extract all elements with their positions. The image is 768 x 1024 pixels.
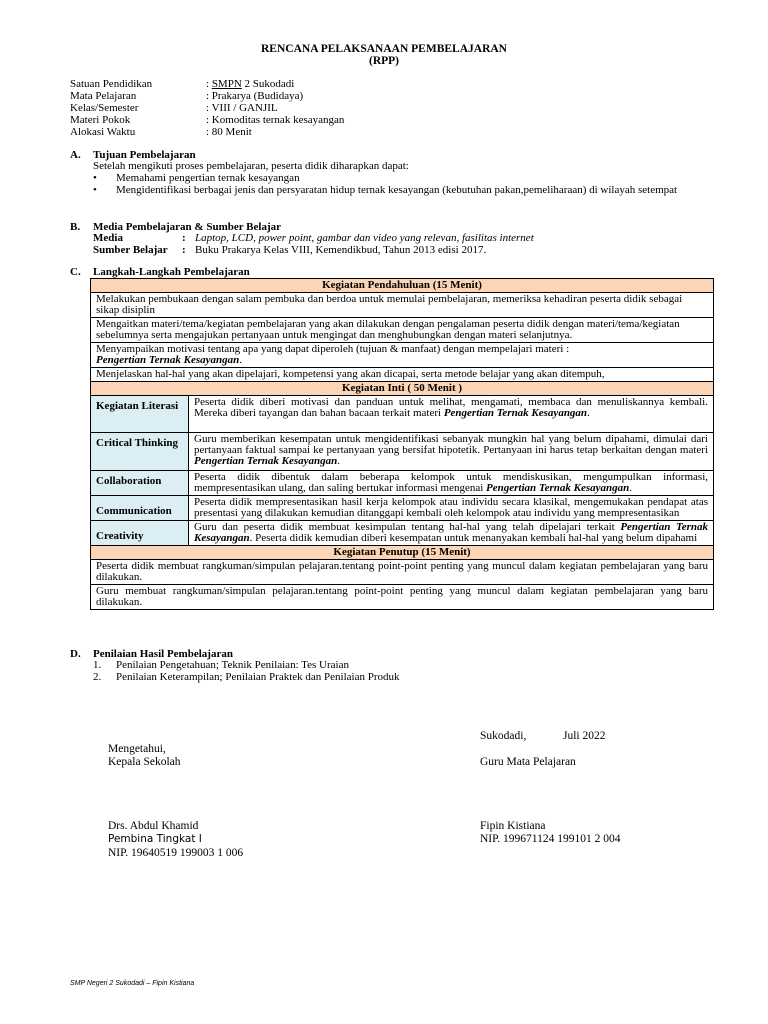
document-subtitle: (RPP) xyxy=(368,55,399,67)
media-value: Laptop, LCD, power point, gambar dan video yang relevan, fasilitas internet xyxy=(195,232,534,244)
activity-description: Guru memberikan kesempatan untuk mengidentifikasi sebanyak mungkin hal yang belum dipahami, dimulai dari pertanyaan faktual sampai ke pertanyaan yang bersifat hipotetik. Pertanyaan ini harus tetap berkaitan dengan materi Pengertian Ternak Kesayangan. xyxy=(189,433,714,471)
media-colon: : xyxy=(182,232,186,244)
teacher-name: Fipin Kistiana xyxy=(480,820,546,832)
identity-value: : 80 Menit xyxy=(206,126,252,138)
identity-label: Materi Pokok xyxy=(70,114,131,126)
teacher-nip: NIP. 199671124 199101 2 004 xyxy=(480,833,621,845)
list-item: 2. Penilaian Keterampilan; Penilaian Praktek dan Penilaian Produk xyxy=(93,671,400,683)
identity-value: : Prakarya (Budidaya) xyxy=(206,90,304,102)
signature-place: Sukodadi, xyxy=(480,730,527,742)
principal-name: Drs. Abdul Khamid xyxy=(108,820,199,832)
identity-row xyxy=(70,114,720,126)
penutup-header: Kegiatan Penutup (15 Menit) xyxy=(91,546,714,560)
activity-description: Peserta didik mempresentasikan hasil kerja kelompok atau individu secara klasikal, mengemukakan pendapat atas presentasi yang dilakukan kemudian ditanggapi kembali oleh kelompok atau individu yang mempresentasikan xyxy=(189,496,714,521)
page-footer: SMP Negeri 2 Sukodadi – Fipin Kistiana xyxy=(70,980,195,987)
activity-label: Kegiatan Literasi xyxy=(91,396,189,433)
section-c-heading: C. Langkah-Langkah Pembelajaran xyxy=(70,266,250,278)
identity-row xyxy=(70,126,720,138)
identity-row xyxy=(70,90,720,102)
principal-nip: NIP. 19640519 199003 1 006 xyxy=(108,847,244,859)
signature-right-role: Guru Mata Pelajaran xyxy=(480,756,576,768)
identity-label: Satuan Pendidikan xyxy=(70,78,153,90)
document-title: RENCANA PELAKSANAAN PEMBELAJARAN xyxy=(261,43,507,55)
section-a-heading: A. Tujuan Pembelajaran xyxy=(70,149,196,161)
identity-label: Kelas/Semester xyxy=(70,102,139,114)
sumber-colon: : xyxy=(182,244,186,256)
inti-header: Kegiatan Inti ( 50 Menit ) xyxy=(91,382,714,396)
section-b-heading: B. Media Pembelajaran & Sumber Belajar xyxy=(70,221,281,233)
identity-value: : VIII / GANJIL xyxy=(206,102,278,114)
activity-label: Critical Thinking xyxy=(91,433,189,471)
activity-description: Peserta didik diberi motivasi dan panduan untuk melihat, mengamati, membaca dan menuliskannya kembali. Mereka diberi tayangan dan bahan bacaan terkait materi Pengertian Ternak Kesayangan. xyxy=(189,396,714,433)
activity-description: Peserta didik dibentuk dalam beberapa kelompok untuk mendiskusikan, mengumpulkan informasi, mempresentasikan ulang, dan saling bertukar informasi mengenai Pengertian Ternak Kesayangan. xyxy=(189,471,714,496)
principal-rank: Pembina Tingkat I xyxy=(108,833,202,845)
activity-label: Collaboration xyxy=(91,471,189,496)
list-item: 1. Penilaian Pengetahuan; Teknik Penilaian: Tes Uraian xyxy=(93,659,349,671)
signature-date: Juli 2022 xyxy=(563,730,606,742)
activity-label: Creativity xyxy=(91,521,189,546)
sumber-value: Buku Prakarya Kelas VIII, Kemendikbud, Tahun 2013 edisi 2017. xyxy=(195,244,487,256)
pendahuluan-header: Kegiatan Pendahuluan (15 Menit) xyxy=(91,279,714,293)
signature-left-line1: Mengetahui, xyxy=(108,743,166,755)
bullet-icon: • xyxy=(93,184,97,196)
section-a-intro: Setelah mengikuti proses pembelajaran, peserta didik diharapkan dapat: xyxy=(93,160,409,172)
activity-table xyxy=(90,278,714,610)
identity-row xyxy=(70,102,720,114)
bullet-icon: • xyxy=(93,172,97,184)
identity-row xyxy=(70,78,720,90)
activity-label: Communication xyxy=(91,496,189,521)
sumber-label: Sumber Belajar xyxy=(93,244,168,256)
table-row: Melakukan pembukaan dengan salam pembuka dan berdoa untuk memulai pembelajaran, memeriksa kehadiran peserta didik sebagai sikap disiplin xyxy=(91,293,714,318)
activity-description: Guru dan peserta didik membuat kesimpulan tentang hal-hal yang telah dipelajari terkait Pengertian Ternak Kesayangan. Peserta didik kemudian diberi kesempatan untuk menanyakan kembali hal-hal yang belum dipahami xyxy=(189,521,714,546)
section-d-heading: D. Penilaian Hasil Pembelajaran xyxy=(70,648,233,660)
table-row: Menjelaskan hal-hal yang akan dipelajari, kompetensi yang akan dicapai, serta metode belajar yang akan ditempuh, xyxy=(91,368,714,382)
table-row: Mengaitkan materi/tema/kegiatan pembelajaran yang akan dilakukan dengan pengalaman peserta didik dengan materi/tema/kegiatan sebelumnya serta mengajukan pertanyaan untuk mengingat dan menghubungkan dengan materi selanjutnya. xyxy=(91,318,714,343)
media-label: Media xyxy=(93,232,123,244)
identity-value: : Komoditas ternak kesayangan xyxy=(206,114,345,126)
identity-value: : SMPN 2 Sukodadi xyxy=(206,78,295,90)
table-row: Peserta didik membuat rangkuman/simpulan pelajaran.tentang point-point penting yang muncul dalam kegiatan pembelajaran yang baru dilakukan. xyxy=(91,560,714,585)
table-row: Menyampaikan motivasi tentang apa yang dapat diperoleh (tujuan & manfaat) dengan mempelajari materi : Pengertian Ternak Kesayangan. xyxy=(91,343,714,368)
identity-label: Alokasi Waktu xyxy=(70,126,136,138)
signature-left-line2: Kepala Sekolah xyxy=(108,756,181,768)
table-row: Guru membuat rangkuman/simpulan pelajaran.tentang point-point penting yang muncul dalam kegiatan pembelajaran yang baru dilakukan. xyxy=(91,585,714,610)
identity-label: Mata Pelajaran xyxy=(70,90,137,102)
